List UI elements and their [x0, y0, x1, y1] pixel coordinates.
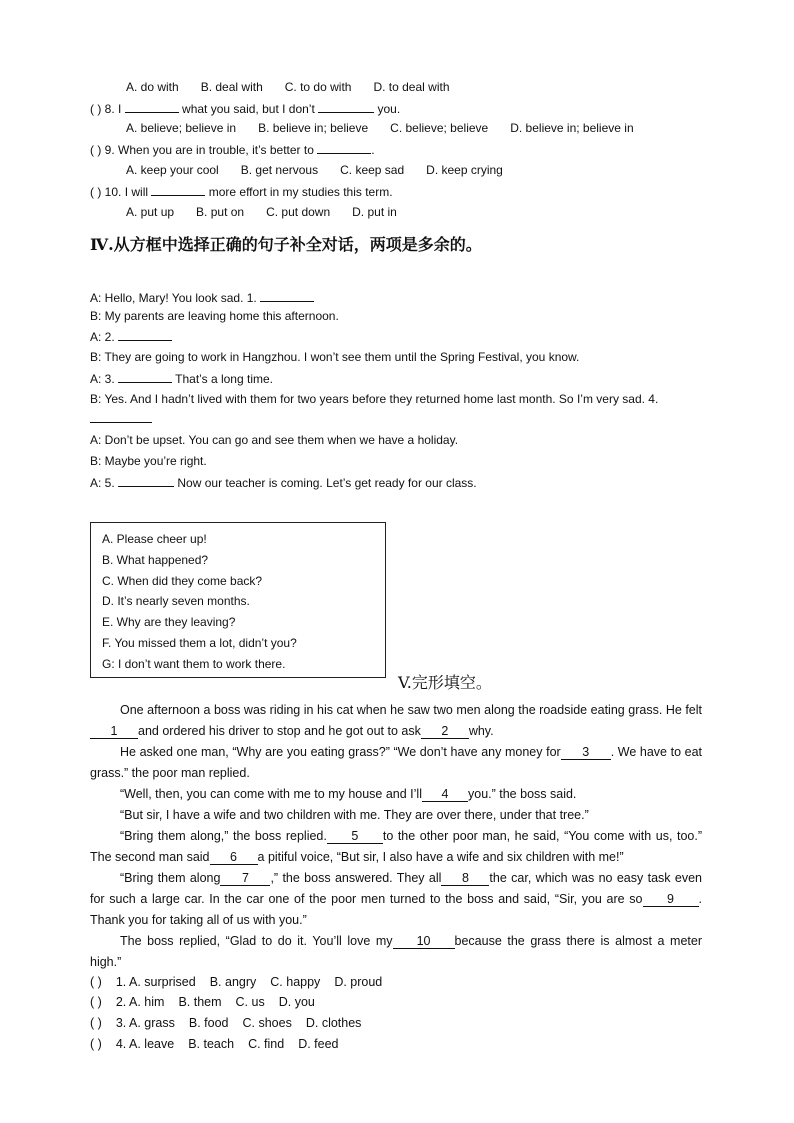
option: D. keep crying [426, 163, 503, 177]
box-option: D. It’s nearly seven months. [102, 594, 250, 608]
blank-8[interactable]: 8 [441, 871, 489, 886]
dialogue-text: A: 5. [90, 476, 115, 490]
option: D. you [278, 995, 315, 1009]
dialogue-line: A: Don’t be upset. You can go and see them when we have a holiday. [90, 433, 459, 447]
blank[interactable] [260, 289, 314, 302]
option: D. believe in; believe in [510, 121, 634, 135]
dialogue-line [90, 289, 314, 306]
q7-options [126, 79, 472, 95]
blank-6[interactable]: 6 [210, 850, 258, 865]
paragraph: “Bring them along 7 ,” the boss answered. They all 8 the car, which was no easy task even for such a large car. In the car one of the poor men turned to the boss and said, “Sir, you are so 9 . Thank you for taking all of us with you.” [90, 871, 702, 927]
q10-options [126, 204, 419, 220]
blank-1[interactable]: 1 [90, 724, 138, 739]
question-8 [90, 100, 400, 117]
box-option: F. You missed them a lot, didn’t you? [102, 636, 297, 650]
paragraph: “But sir, I have a wife and two children with me. They are over there, under that tree.” [120, 808, 589, 822]
answer-paren: ( ) [90, 102, 102, 116]
blank[interactable] [151, 183, 205, 196]
dialogue-line: B: They are going to work in Hangzhou. I won’t see them until the Spring Festival, you know. [90, 350, 580, 364]
answer-paren[interactable]: ( ) [90, 975, 102, 989]
answer-paren[interactable]: ( ) [90, 1037, 102, 1051]
option: D. proud [334, 975, 383, 989]
option: B. get nervous [240, 163, 319, 177]
answer-paren[interactable]: ( ) [90, 995, 102, 1009]
dialogue-line: B: My parents are leaving home this afternoon. [90, 309, 339, 323]
box-option: E. Why are they leaving? [102, 615, 236, 629]
option: C. put down [266, 205, 331, 219]
question-10 [90, 183, 393, 200]
option: C. believe; believe [390, 121, 489, 135]
dialogue-text: A: Hello, Mary! You look sad. 1. [90, 291, 257, 305]
question-9 [90, 141, 375, 158]
blank-3[interactable]: 3 [561, 745, 611, 760]
blank[interactable] [118, 328, 172, 341]
option: B. them [178, 995, 222, 1009]
option: C. to do with [284, 80, 352, 94]
blank-7[interactable]: 7 [220, 871, 270, 886]
option: C. shoes [242, 1016, 292, 1030]
option: B. angry [209, 975, 257, 989]
blank[interactable] [118, 370, 172, 383]
blank[interactable] [317, 141, 371, 154]
cloze-question [90, 1036, 353, 1052]
option: 1. A. surprised [115, 975, 196, 989]
dialogue-text: A: 2. [90, 330, 115, 344]
box-option: C. When did they come back? [102, 574, 263, 588]
box-option: A. Please cheer up! [102, 532, 207, 546]
answer-paren: ( ) [90, 143, 102, 157]
option: B. put on [196, 205, 245, 219]
blank-10[interactable]: 10 [393, 934, 455, 949]
paragraph: He asked one man, “Why are you eating grass?” “We don’t have any money for 3 . We have to eat grass.” the poor man replied. [90, 745, 702, 780]
dialogue-line [90, 370, 273, 387]
dialogue-line: B: Maybe you’re right. [90, 454, 207, 468]
dialogue-text: A: 3. [90, 372, 115, 386]
section-5-title: V.完形填空。 [398, 673, 492, 692]
answer-paren: ( ) [90, 185, 102, 199]
paragraph: “Bring them along,” the boss replied. 5 to the other poor man, he said, “You come with us, too.” The second man said 6 a pitiful voice, “But sir, I also have a wife and six children with me!” [90, 829, 702, 864]
option: D. feed [298, 1037, 339, 1051]
answer-paren[interactable]: ( ) [90, 1016, 102, 1030]
blank[interactable] [318, 100, 374, 113]
question-text: 8. I [104, 102, 122, 116]
cloze-question [90, 974, 396, 990]
question-text: 9. When you are in trouble, it’s better to [104, 143, 314, 157]
dialogue-line [90, 328, 172, 345]
option: D. put in [352, 205, 397, 219]
paragraph: The boss replied, “Glad to do it. You’ll love my 10 because the grass there is almost a meter high.” [90, 934, 702, 969]
dialogue-line: B: Yes. And I hadn’t lived with them for two years before they returned home last month. So I’m very sad. 4. [90, 392, 659, 406]
option: A. keep your cool [126, 163, 219, 177]
option: C. us [235, 995, 265, 1009]
option: B. deal with [200, 80, 263, 94]
option: B. teach [188, 1037, 235, 1051]
blank[interactable] [90, 410, 152, 423]
box-option: B. What happened? [102, 553, 209, 567]
blank-5[interactable]: 5 [327, 829, 383, 844]
option: C. keep sad [340, 163, 405, 177]
option: B. believe in; believe [258, 121, 369, 135]
option: 4. A. leave [115, 1037, 175, 1051]
blank-2[interactable]: 2 [421, 724, 469, 739]
box-option: G: I don’t want them to work there. [102, 657, 286, 671]
cloze-question [90, 994, 329, 1010]
blank[interactable] [118, 474, 174, 487]
question-text: more effort in my studies this term. [208, 185, 393, 199]
cloze-passage [90, 700, 702, 973]
period: . [371, 143, 375, 157]
q8-options [126, 120, 656, 136]
dialogue-text: That’s a long time. [175, 372, 273, 386]
blank-4[interactable]: 4 [422, 787, 468, 802]
option: C. find [248, 1037, 285, 1051]
options-box [90, 522, 386, 678]
blank-9[interactable]: 9 [643, 892, 699, 907]
dialogue-line [90, 410, 152, 427]
dialogue-text: Now our teacher is coming. Let’s get ready for our class. [177, 476, 477, 490]
question-text: what you said, but I don’t [182, 102, 315, 116]
option: 3. A. grass [115, 1016, 175, 1030]
option: D. to deal with [373, 80, 450, 94]
option: A. put up [126, 205, 175, 219]
paragraph: “Well, then, you can come with me to my house and I’ll 4 you.” the boss said. [120, 787, 577, 801]
section-4-title: Ⅳ.从方框中选择正确的句子补全对话，两项是多余的。 [90, 235, 482, 254]
question-text: 10. I will [104, 185, 149, 199]
dialogue-line [90, 474, 477, 491]
option: D. clothes [305, 1016, 362, 1030]
paragraph: One afternoon a boss was riding in his cat when he saw two men along the roadside eating grass. He felt1 and ordered his driver to stop and he got out to ask 2 why. [90, 700, 702, 742]
option: 2. A. him [115, 995, 165, 1009]
option: C. happy [270, 975, 321, 989]
cloze-question [90, 1015, 375, 1031]
q9-options [126, 162, 525, 178]
option: B. food [188, 1016, 229, 1030]
question-text: you. [377, 102, 401, 116]
option: A. believe; believe in [126, 121, 237, 135]
blank[interactable] [125, 100, 179, 113]
option: A. do with [126, 80, 179, 94]
